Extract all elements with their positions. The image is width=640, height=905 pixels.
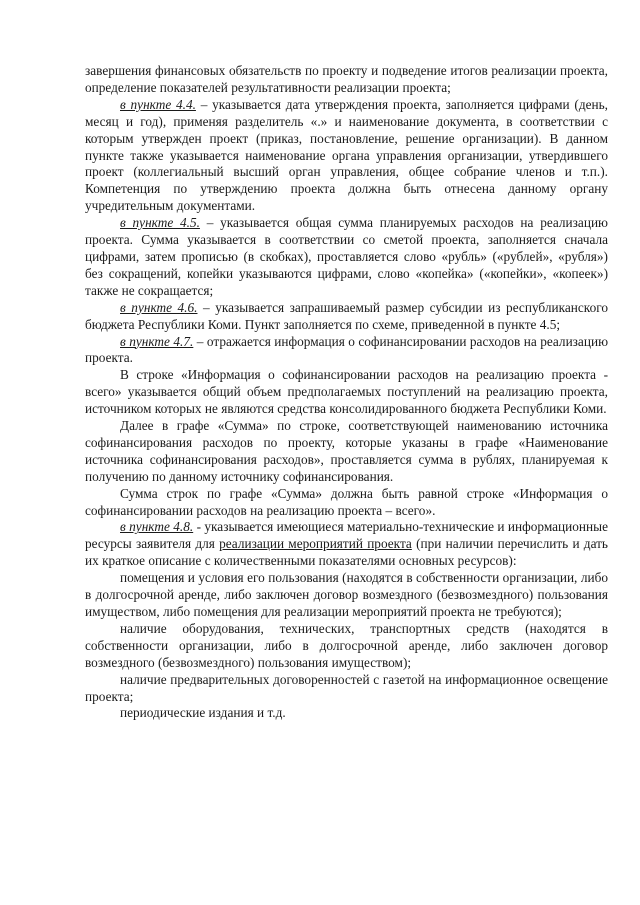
paragraph-text: – указывается общая сумма планируемых расходов на реализацию проекта. Сумма указывается в соответствии со сметой проекта, заполняется сначала цифрами, затем прописью (в скобках), проставляется слово «рубль» («рублей», «рубля») без сокращений, копейки указываются цифрами, слово «копейка» («копейки», «копеек») также не сокращается; [85,215,608,298]
paragraph-item-4-8 [85,519,608,570]
paragraph-item-4-7 [85,334,608,368]
paragraph-equipment: наличие оборудования, технических, транспортных средств (находятся в собственности организации, либо в долгосрочной аренде, либо заключен договор возмездного (безвозмездного) пользования имуществом); [85,620,608,670]
paragraph-cofinancing-total: В строке «Информация о софинансировании расходов на реализацию проекта - всего» указывается общий объем предполагаемых поступлений на реализацию проекта, источником которых не являются средства консолидированного бюджета Республики Коми. [85,367,608,417]
paragraph-text: (при наличии перечислить и дать их краткое описание с количественными показателями основных ресурсов): [85,536,608,569]
item-reference: в пункте 4.7. [120,333,194,349]
paragraph-continuation: завершения финансовых обязательств по проекту и подведение итогов реализации проекта, определение показателей результативности реализации проекта; [85,63,608,95]
item-reference: в пункте 4.5. [120,215,200,231]
item-reference: в пункте 4.6. [120,299,198,315]
paragraph-text: – указывается запрашиваемый размер субсидии из республиканского бюджета Республики Коми. Пункт заполняется по схеме, приведенной в пункте 4.5; [85,299,608,332]
paragraph-item-4-4 [85,97,608,215]
paragraph-text: – отражается информация о софинансировании расходов на реализацию проекта. [85,333,609,366]
paragraph-premises: помещения и условия его пользования (находятся в собственности организации, либо в долгосрочной аренде, либо заключен договор возмездного (безвозмездного) пользования имуществом, либо помещения для реализации мероприятий проекта не требуются); [85,570,608,619]
paragraph-sum-equality: Сумма строк по графе «Сумма» должна быть равной строке «Информация о софинансировании расходов на реализацию проекта – всего». [85,485,608,518]
paragraph-periodicals: периодические издания и т.д. [120,705,286,721]
paragraph-text: - указывается имеющиеся материально-технические и информационные ресурсы заявителя для [85,519,608,552]
paragraph-text: – указывается дата утверждения проекта, заполняется цифрами (день, месяц и год), применяя разделитель «.» и наименование документа, в соответствии с которым утвержден проект (приказ, постановление, решение организации). В данном пункте также указывается наименование органа управления организации, утвердившего проект (коллегиальный высший орган управления, общее собрание членов и т.п.). Компетенция по утверждению проекта должна быть отнесена данному органу учредительным документами. [85,96,608,214]
underlined-text: реализации мероприятий проекта [219,536,412,552]
item-reference: в пункте 4.8. [120,519,194,535]
paragraph-item-4-6 [85,300,608,334]
paragraph-item-4-5 [85,215,608,300]
item-reference: в пункте 4.4. [120,96,196,112]
paragraph-newspaper: наличие предварительных договоренностей с газетой на информационное освещение проекта; [85,671,608,704]
paragraph-sum-column: Далее в графе «Сумма» по строке, соответствующей наименованию источника софинансирования расходов по проекту, которые указаны в графе «Наименование источника софинансирования расходов», проставляется сумма в рублях, планируемая к получению по данному источнику софинансирования. [85,418,608,484]
